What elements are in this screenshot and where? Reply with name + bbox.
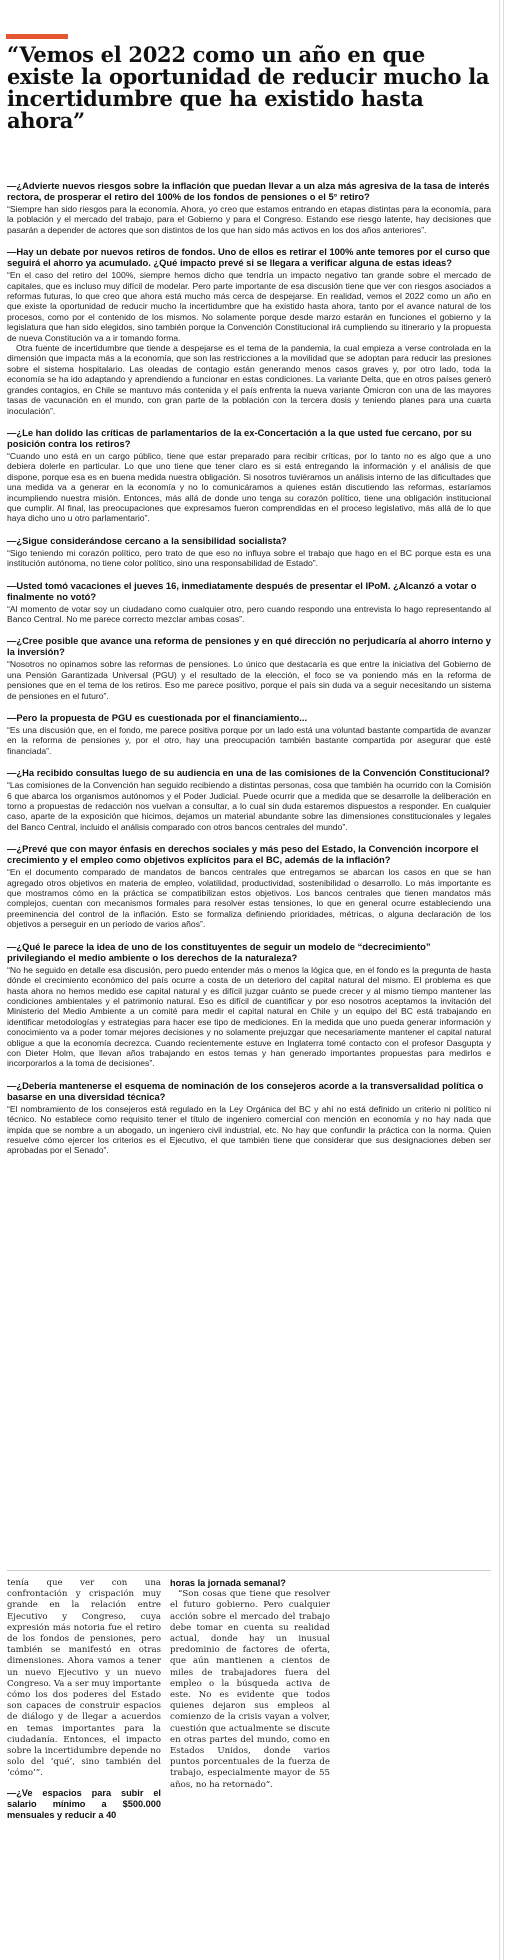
interview-answer: “En el documento comparado de mandatos de bancos centrales que entregamos se abarcan los casos en que se han agregado otros objetivos en materia de empleo, volatilidad, productividad, sostenibilidad o desarrollo. Lo más importante es que mostramos cómo en la práctica se compatibilizan estos objetivos. Los bancos centrales que tienen mandatos más complejos, cuentan con mecanismos formales para resolver estas tensiones, lo que en general ocurre estableciendo una preeminencia del control de la inflación. Esto se formaliza definiendo prioridades, métricas, o alguna declaración de los objetivos a perseguir en un período de varios años”. bbox=[7, 867, 491, 930]
qa-block bbox=[7, 941, 491, 1069]
interview-answer: “Al momento de votar soy un ciudadano como cualquier otro, pero cuando respondo una entrevista lo hago representando al Banco Central. No me parece correcto mezclar ambas cosas”. bbox=[7, 603, 491, 624]
interview-body bbox=[7, 180, 491, 1565]
interview-answer: “Las comisiones de la Convención han seguido recibiendo a distintas personas, cosa que también ha ocurrido con la Comisión 6 que abarca los organismos autónomos y el Poder Judicial. Puede ocurrir que a medida que se desarrolle la deliberación en torno a propuestas de redacción nos vuelvan a consultar, a lo cual sin duda estaremos dispuestos a responder. En cualquier caso, aparte de la exposición que hicimos, dejamos un material abundante sobre las dimensiones constitucionales y legales del Banco Central, incluido el análisis comparado con otros bancos centrales del mundo”. bbox=[7, 780, 491, 832]
interview-answer: “En el caso del retiro del 100%, siempre hemos dicho que tendría un impacto negativo tan grande sobre el mercado de capitales, que es incluso muy difícil de modelar. Pero parte importante de esa discusión tiene que ver con riesgos asociados a reformas futuras, lo que creo que ahora está mucho más cerca de despejarse. En realidad, vemos el 2022 como un año en que existe la oportunidad de reducir mucho la incertidumbre que ha existido hasta ahora, tanto por el avance natural de los procesos, como por el contenido de los mismos. No solamente porque desde marzo estarán en funciones el gobierno y la legislatura que han sido elegidos, sino también porque la Convención Constitucional irá cumpliendo su itinerario y la propuesta de nueva Constitución va a ir tomando forma. bbox=[7, 270, 491, 343]
column-question: —¿Ve espacios para subir el salario mínimo a $500.000 mensuales y reducir a 40 bbox=[7, 1787, 161, 1821]
qa-block bbox=[7, 535, 491, 569]
interview-question: —¿Sigue considerándose cercano a la sensibilidad socialista? bbox=[7, 534, 287, 546]
interview-answer: “No he seguido en detalle esa discusión, pero puedo entender más o menos la lógica que, en el fondo es la pregunta de hasta dónde el crecimiento económico del país ocurre a costa de un deterioro del capital natural del mismo. El problema es que hasta ahora no hemos medido ese capital natural y es difícil juzgar cuánto se puede crecer y al mismo tiempo mantener las condiciones ambientales y el patrimonio natural. Eso es difícil de cuantificar y por eso nosotros aceptamos la invitación del Ministerio del Medio Ambiente a un comité para medir el capital natural en Chile y un equipo del BC está trabajando en identificar metodologías y estrategias para hacer ese tipo de mediciones. En la medida que uno pueda generar información y conocimiento va a poder tomar mejores decisiones y no solamente prejuzgar que necesariamente mantener el capital natural obligue a que la economía decrezca. Cuando recientemente estuve en Inglaterra tomé contacto con el profesor Dasgupta y con Dieter Holm, que llevan años trabajando en estos temas y han generado importantes propuestas para medirlos e incorporarlos a la toma de decisiones”. bbox=[7, 964, 491, 1069]
interview-question: —Hay un debate por nuevos retiros de fondos. Uno de ellos es retirar el 100% ante temores por el curso que seguirá el ahorro ya acumulado. ¿Qué impacto prevé si se llegara a verificar alguna de estas ideas? bbox=[7, 246, 490, 269]
qa-block bbox=[7, 767, 491, 832]
interview-question: —¿Prevé que con mayor énfasis en derechos sociales y más peso del Estado, la Convención incorpore el crecimiento y el empleo como objetivos explícitos para el BC, además de la inflación? bbox=[7, 843, 479, 866]
interview-answer: “Es una discusión que, en el fondo, me parece positiva porque por un lado está una voluntad bastante compartida de avanzar en la reforma de pensiones y, por el otro, hay una preocupación también bastante compartida por asegurar que esté financiada”. bbox=[7, 725, 491, 756]
qa-block bbox=[7, 246, 491, 416]
interview-question: —¿Debería mantenerse el esquema de nominación de los consejeros acorde a la transversalidad política o basarse en una diversidad técnica? bbox=[7, 1079, 484, 1102]
interview-question: —¿Ha recibido consultas luego de su audiencia en una de las comisiones de la Convención Constitucional? bbox=[7, 767, 490, 779]
column-rule-right bbox=[503, 0, 504, 1960]
interview-answer: “Siempre han sido riesgos para la economía. Ahora, yo creo que estamos entrando en etapas distintas para la economía, para la población y el mercado del trabajo, para el Gobierno y para el Congreso. Estando ese riesgo latente, hay decisiones que pasarán a depender de actores que son distintos de los que han sido más activos en los dos años anteriores”. bbox=[7, 204, 491, 235]
qa-block bbox=[7, 843, 491, 929]
interview-question: —¿Cree posible que avance una reforma de pensiones y en qué dirección no perjudicaría al ahorro interno y la inversión? bbox=[7, 635, 491, 658]
interview-question: —Usted tomó vacaciones el jueves 16, inmediatamente después de presentar el IPoM. ¿Alcanzó a votar o finalmente no votó? bbox=[7, 579, 477, 602]
qa-block bbox=[7, 427, 491, 524]
interview-question: —Pero la propuesta de PGU es cuestionada por el financiamiento... bbox=[7, 712, 308, 723]
column-paragraph: tenía que ver con una confrontación y crispación muy grande en la relación entre Ejecutivo y Congreso, cuya expresión más notoria fue el retiro de los fondos de pensiones, pero también se manifestó en otras dimensiones. Ahora vamos a tener un nuevo Ejecutivo y un nuevo Congreso. Va a ser muy importante cómo los dos poderes del Estado son capaces de construir espacios de diálogo y de llegar a acuerdos en temas importantes para la ciudadanía. Entonces, el impacto sobre la incertidumbre depende no solo del ‘qué’, sino también del ‘cómo’”. bbox=[7, 1578, 161, 1779]
interview-answer: “Nosotros no opinamos sobre las reformas de pensiones. Lo único que destacaría es que entre la iniciativa del Gobierno de una Pensión Garantizada Universal (PGU) y el resultado de la elección, el foco se va poniendo más en la reforma de pensiones que en el tema de los retiros. Eso me parece positivo, porque el país sin duda va a seguir necesitando un sistema de pensiones en el futuro”. bbox=[7, 659, 491, 701]
interview-answer: Otra fuente de incertidumbre que tiende a despejarse es el tema de la pandemia, la cual empieza a verse controlada en la dimensión que impacta más a la economía, que son las restricciones a la movilidad que se adoptan para reducir las presiones sobre el sistema hospitalario. Las oleadas de contagio están generando menos casos graves y, por otro lado, toda la economía se ha ido adaptando y aprendiendo a funcionar en estas condiciones. La variante Delta, que en otros países generó grandes contagios, en Chile se mantuvo más contenida y el país enfrenta la nueva variante Ómicron con una de las mayores tasas de vacunación en el mundo, con gran parte de la población con la tercera dosis y teniendo planes para una cuarta inoculación”. bbox=[7, 343, 491, 416]
interview-answer: “Sigo teniendo mi corazón político, pero trato de que eso no influya sobre el trabajo que hago en el BC porque esta es una institución autónoma, no tiene color político, sino una responsabilidad de Estado”. bbox=[7, 547, 491, 569]
interview-answer: “Cuando uno está en un cargo público, tiene que estar preparado para recibir críticas, por lo tanto no es algo que a uno debiera dolerle en particular. Lo que uno tiene que tener claro es si está entregando la información y el análisis de que dispone, porque esa es en buena medida nuestra obligación. Si nosotros tuviéramos un análisis interno de las dificultades que una medida va a generar en la economía y no lo comunicáramos a quienes están discutiendo las reformas, estaríamos incumpliendo nuestra misión. Entonces, más allá de donde uno tenga su corazón político, tiene una obligación institucional que cumplir. Al final, las preocupaciones que expresamos fueron comprendidas en el proceso legislativo, más allá de lo que haya dicho uno u otro parlamentario”. bbox=[7, 450, 491, 524]
interview-answer: “El nombramiento de los consejeros está regulado en la Ley Orgánica del BC y ahí no está definido un criterio ni político ni técnico. No establece como requisito tener el título de ingeniero comercial con mención en economía y no hay nada que impida que se nombre a un abogado, un ingeniero civil industrial, etc. No hay que confundir la práctica con la norma. Quien resuelve cómo ejercer los criterios es el Ejecutivo, el que también tiene que considerar que sus designaciones deben ser aprobadas por el Senado”. bbox=[7, 1103, 491, 1156]
column-paragraph: “Son cosas que tiene que resolver el futuro gobierno. Pero cualquier acción sobre el mercado del trabajo debe tomar en cuenta su realidad actual, donde hay un inusual predominio de factores de oferta, que aún mantienen a cientos de miles de trabajadores fuera del empleo o la búsqueda activa de este. No es evidente que todos quienes dejaron sus empleos al comienzo de la crisis vayan a volver, cuestión que actualmente se discute en otras partes del mundo, como en Estados Unidos, donde varios puntos porcentuales de la fuerza de trabajo, especialmente mayor de 55 años, no ha retornado”. bbox=[170, 1589, 330, 1790]
section-separator bbox=[7, 1570, 491, 1571]
qa-block bbox=[7, 1080, 491, 1156]
continuation-column-1 bbox=[7, 1578, 161, 1821]
continuation-column-2 bbox=[170, 1578, 330, 1791]
qa-block bbox=[7, 635, 491, 701]
interview-question: —¿Qué le parece la idea de uno de los constituyentes de seguir un modelo de “decrecimiento” privilegiando el medio ambiente o los derechos de la naturaleza? bbox=[7, 940, 431, 963]
column-question: horas la jornada semanal? bbox=[170, 1578, 286, 1588]
headline: “Vemos el 2022 como un año en que existe la oportunidad de reducir mucho la incertidumbre que ha existido hasta ahora” bbox=[7, 42, 490, 133]
qa-block bbox=[7, 580, 491, 625]
interview-question: —¿Advierte nuevos riesgos sobre la inflación que puedan llevar a un alza más agresiva de la tasa de interés rectora, de prosperar el retiro del 100% de los fondos de pensiones o el 5° retiro? bbox=[7, 180, 490, 202]
qa-block bbox=[7, 712, 491, 756]
column-rule-left bbox=[499, 0, 500, 1960]
qa-block bbox=[7, 180, 491, 235]
interview-question: —¿Le han dolido las críticas de parlamentarios de la ex-Concertación a la que usted fue cercano, por su posición contra los retiros? bbox=[7, 426, 472, 449]
accent-bar bbox=[6, 34, 68, 39]
